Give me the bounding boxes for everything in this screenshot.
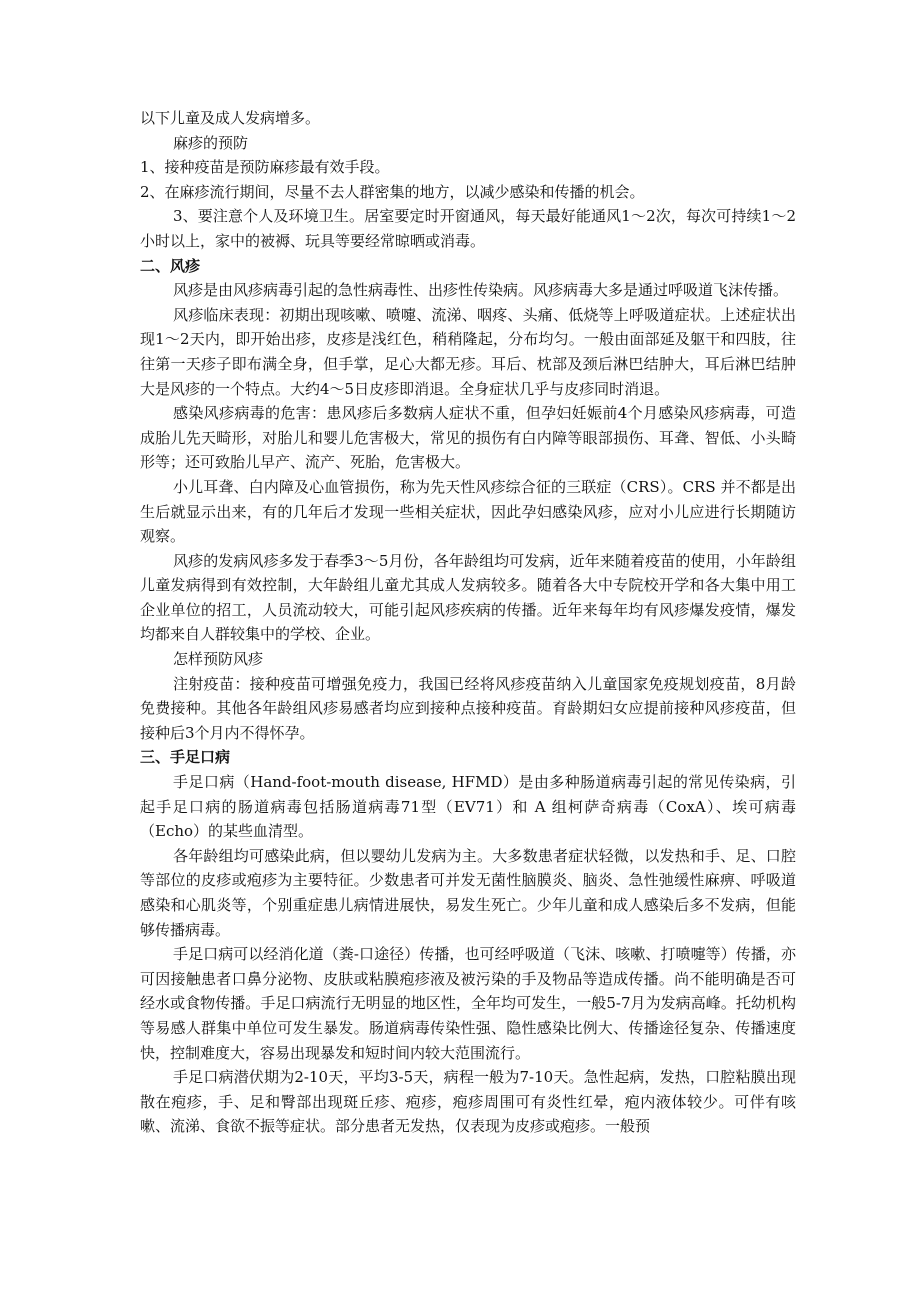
subheading-measles-prevention: 麻疹的预防	[173, 133, 249, 152]
document-body	[140, 106, 796, 1139]
list-item-2: 2、在麻疹流行期间，尽量不去人群密集的地方，以减少感染和传播的机会。	[140, 182, 645, 201]
paragraph-rubella-epidemiology: 风疹的发病风疹多发于春季3～5月份，各年龄组均可发病，近年来随着疫苗的使用，小年龄组儿童发病得到有效控制，大年龄组儿童尤其成人发病较多。随着各大中专院校开学和各大集中用工企业单位的招工，人员流动较大，可能引起风疹疾病的传播。近年来每年均有风疹爆发疫情，爆发均都来自人群较集中的学校、企业。	[140, 551, 796, 644]
paragraph-rubella-symptoms: 风疹临床表现：初期出现咳嗽、喷嚏、流涕、咽疼、头痛、低烧等上呼吸道症状。上述症状出现1～2天内，即开始出疹，皮疹是浅红色，稍稍隆起，分布均匀。一般由面部延及躯干和四肢，往往第一天疹子即布满全身，但手掌，足心大都无疹。耳后、枕部及颈后淋巴结肿大，耳后淋巴结肿大是风疹的一个特点。大约4～5日皮疹即消退。全身症状几乎与皮疹同时消退。	[140, 305, 796, 398]
paragraph-rubella-harm: 感染风疹病毒的危害：患风疹后多数病人症状不重，但孕妇妊娠前4个月感染风疹病毒，可造成胎儿先天畸形，对胎儿和婴儿危害极大，常见的损伤有白内障等眼部损伤、耳聋、智低、小头畸形等；还可致胎儿早产、流产、死胎，危害极大。	[140, 404, 796, 472]
paragraph-hfmd-course: 手足口病潜伏期为2-10天，平均3-5天，病程一般为7-10天。急性起病，发热，口腔粘膜出现散在疱疹，手、足和臀部出现斑丘疹、疱疹，疱疹周围可有炎性红晕，疱内液体较少。可伴有咳嗽、流涕、食欲不振等症状。部分患者无发热，仅表现为皮疹或疱疹。一般预	[140, 1068, 796, 1136]
paragraph-rubella-crs: 小儿耳聋、白内障及心血管损伤，称为先天性风疹综合征的三联症（CRS）。CRS 并不都是出生后就显示出来，有的几年后才发现一些相关症状，因此孕妇感染风疹，应对小儿应进行长期随访观察。	[140, 477, 796, 546]
list-item-1: 1、接种疫苗是预防麻疹最有效手段。	[140, 158, 390, 177]
paragraph-hfmd-transmission: 手足口病可以经消化道（粪-口途径）传播，也可经呼吸道（飞沫、咳嗽、打喷嚏等）传播，亦可因接触患者口鼻分泌物、皮肤或粘膜疱疹液及被污染的手及物品等造成传播。尚不能明确是否可经水或食物传播。手足口病流行无明显的地区性，全年均可发生，一般5-7月为发病高峰。托幼机构等易感人群集中单位可发生暴发。肠道病毒传染性强、隐性感染比例大、传播途径复杂、传播速度快，控制难度大，容易出现暴发和短时间内较大范围流行。	[140, 945, 796, 1062]
paragraph-hfmd-intro: 手足口病（Hand-foot-mouth disease, HFMD）是由多种肠道病毒引起的常见传染病，引起手足口病的肠道病毒包括肠道病毒71型（EV71）和 A 组柯萨奇病毒（CoxA）、埃可病毒（Echo）的某些血清型。	[140, 773, 796, 841]
paragraph-hfmd-population: 各年龄组均可感染此病，但以婴幼儿发病为主。大多数患者症状轻微，以发热和手、足、口腔等部位的皮疹或疱疹为主要特征。少数患者可并发无菌性脑膜炎、脑炎、急性弛缓性麻痹、呼吸道感染和心肌炎等，个别重症患儿病情进展快，易发生死亡。少年儿童和成人感染后多不发病，但能够传播病毒。	[140, 846, 796, 939]
section-heading-rubella: 二、风疹	[140, 256, 201, 275]
paragraph-rubella-vaccine: 注射疫苗：接种疫苗可增强免疫力，我国已经将风疹疫苗纳入儿童国家免疫规划疫苗，8月龄免费接种。其他各年龄组风疹易感者均应到接种点接种疫苗。育龄期妇女应提前接种风疹疫苗，但接种后3个月内不得怀孕。	[140, 674, 796, 742]
list-item-3: 3、要注意个人及环境卫生。居室要定时开窗通风，每天最好能通风1～2次，每次可持续1～2小时以上，家中的被褥、玩具等要经常晾晒或消毒。	[140, 207, 796, 250]
subheading-rubella-prevention: 怎样预防风疹	[173, 650, 264, 669]
paragraph-intro-tail: 以下儿童及成人发病增多。	[140, 109, 321, 127]
section-heading-hfmd: 三、手足口病	[140, 748, 231, 767]
paragraph-rubella-intro: 风疹是由风疹病毒引起的急性病毒性、出疹性传染病。风疹病毒大多是通过呼吸道飞沫传播。	[173, 281, 789, 300]
